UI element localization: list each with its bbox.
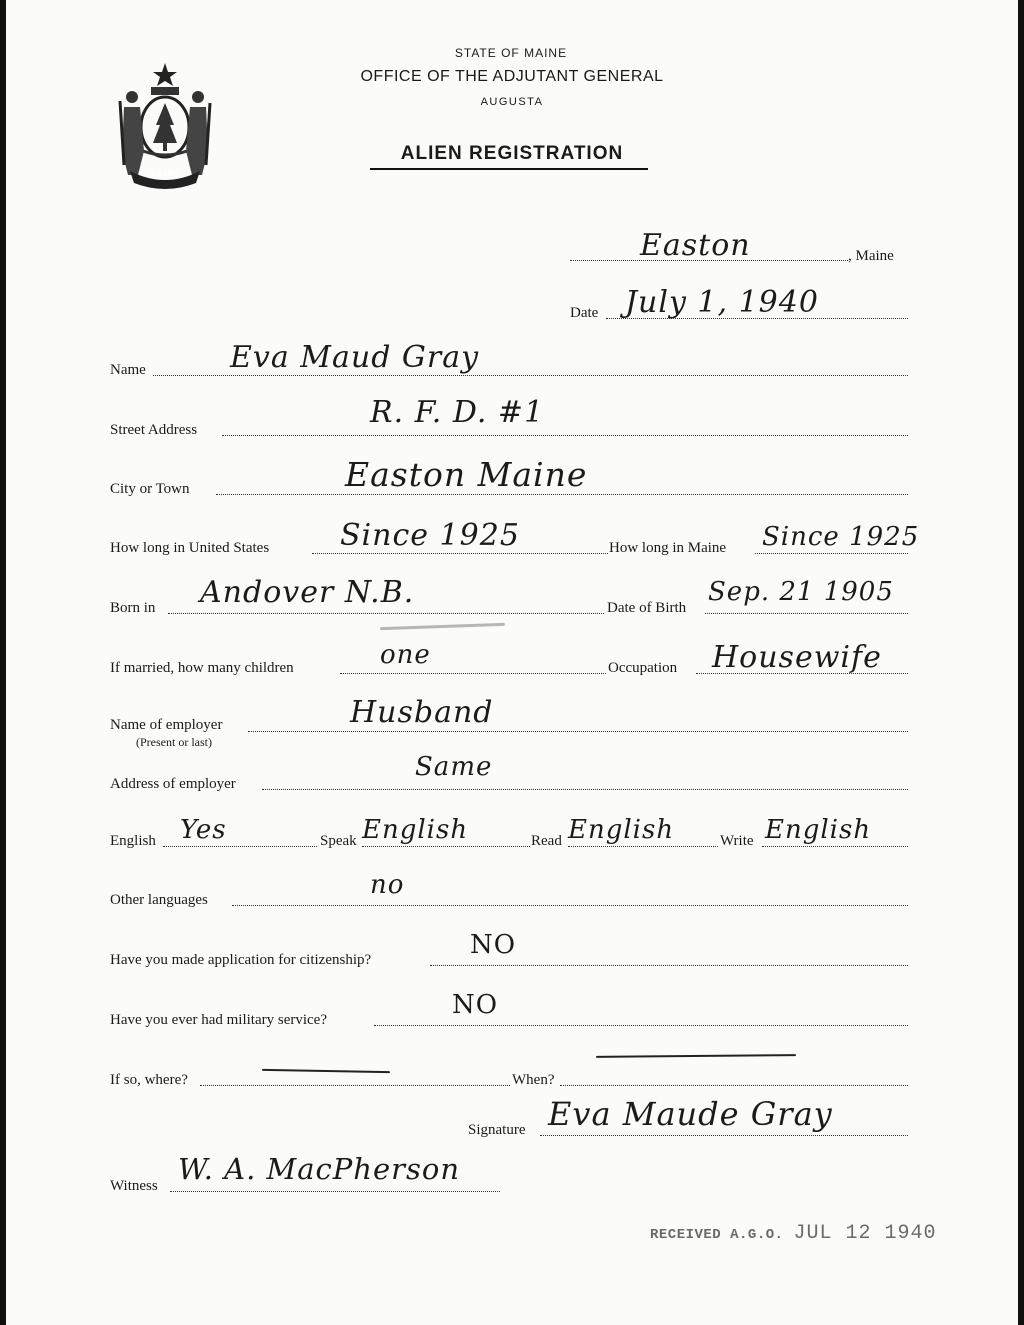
maine-duration-value: Since 1925 [762, 522, 920, 552]
citizenship-value: NO [470, 930, 517, 960]
street-label: Street Address [110, 422, 198, 438]
military-line [374, 1025, 908, 1026]
received-stamp-label: RECEIVED A.G.O. [650, 1227, 784, 1243]
when-line [560, 1085, 908, 1086]
other-languages-label: Other languages [110, 892, 208, 908]
maine-suffix: , Maine [848, 248, 894, 264]
speak-value: English [362, 815, 469, 845]
when-dash-stroke [596, 1054, 796, 1058]
occupation-label: Occupation [608, 660, 678, 676]
occupation-value: Housewife [712, 640, 882, 675]
maine-duration-label: How long in Maine [609, 540, 727, 556]
city-label: City or Town [110, 481, 190, 497]
date-label: Date [570, 305, 599, 321]
us-duration-line [312, 553, 608, 554]
other-languages-line [232, 905, 908, 906]
read-value: English [568, 815, 675, 845]
employer-label: Name of employer [110, 717, 223, 733]
speak-label: Speak [320, 833, 357, 849]
street-line [222, 435, 908, 436]
witness-label: Witness [110, 1178, 158, 1194]
born-value: Andover N.B. [200, 575, 415, 610]
header-state: STATE OF MAINE [454, 46, 568, 60]
city-value: Easton Maine [345, 455, 588, 494]
place-value: Easton [640, 228, 751, 263]
us-duration-label: How long in United States [110, 540, 270, 556]
city-line [216, 494, 908, 495]
signature-label: Signature [468, 1122, 526, 1138]
military-label: Have you ever had military service? [110, 1012, 327, 1028]
dob-value: Sep. 21 1905 [708, 577, 894, 607]
seal-banner-text: MAINE [148, 168, 182, 178]
when-label: When? [512, 1072, 555, 1088]
employer-line [248, 731, 908, 732]
citizenship-label: Have you made application for citizenship? [110, 952, 372, 968]
born-line [168, 613, 604, 614]
employer-value: Husband [350, 695, 494, 730]
received-stamp [650, 1222, 937, 1245]
read-label: Read [531, 833, 562, 849]
speak-line [362, 846, 530, 847]
read-line [568, 846, 718, 847]
english-line [163, 846, 317, 847]
name-label: Name [110, 362, 146, 378]
where-dash-stroke [262, 1069, 390, 1073]
citizenship-line [430, 965, 908, 966]
signature-line [540, 1135, 908, 1136]
other-languages-value: no [370, 870, 405, 900]
dob-label: Date of Birth [607, 600, 687, 616]
title-underline [370, 168, 648, 170]
where-label: If so, where? [110, 1072, 188, 1088]
maine-duration-line [755, 553, 908, 554]
employer-address-value: Same [415, 752, 493, 782]
write-label: Write [720, 833, 754, 849]
scan-edge-left [0, 0, 6, 1325]
name-line [153, 375, 908, 376]
header-office: OFFICE OF THE ADJUTANT GENERAL [360, 68, 664, 85]
employer-address-line [262, 789, 908, 790]
witness-value: W. A. MacPherson [178, 1152, 461, 1186]
where-line [200, 1085, 510, 1086]
children-label: If married, how many children [110, 660, 294, 676]
witness-line [170, 1191, 500, 1192]
scan-edge-right [1018, 0, 1024, 1325]
children-line [340, 673, 606, 674]
us-duration-value: Since 1925 [340, 518, 520, 553]
dob-line [705, 613, 908, 614]
military-value: NO [452, 990, 499, 1020]
children-value: one [380, 640, 431, 670]
write-value: English [765, 815, 872, 845]
english-value: Yes [180, 815, 227, 845]
page-title: ALIEN REGISTRATION [400, 143, 624, 164]
employer-sublabel: (Present or last) [136, 735, 212, 749]
signature-value: Eva Maude Gray [548, 1095, 833, 1133]
english-label: English [110, 833, 156, 849]
write-line [762, 846, 908, 847]
born-label: Born in [110, 600, 156, 616]
date-value: July 1, 1940 [625, 285, 819, 320]
name-value: Eva Maud Gray [230, 340, 480, 375]
header-city: AUGUSTA [480, 96, 544, 108]
street-value: R. F. D. #1 [370, 395, 545, 430]
received-stamp-date: JUL 12 1940 [793, 1222, 937, 1245]
pencil-mark [380, 623, 505, 630]
employer-address-label: Address of employer [110, 776, 236, 792]
